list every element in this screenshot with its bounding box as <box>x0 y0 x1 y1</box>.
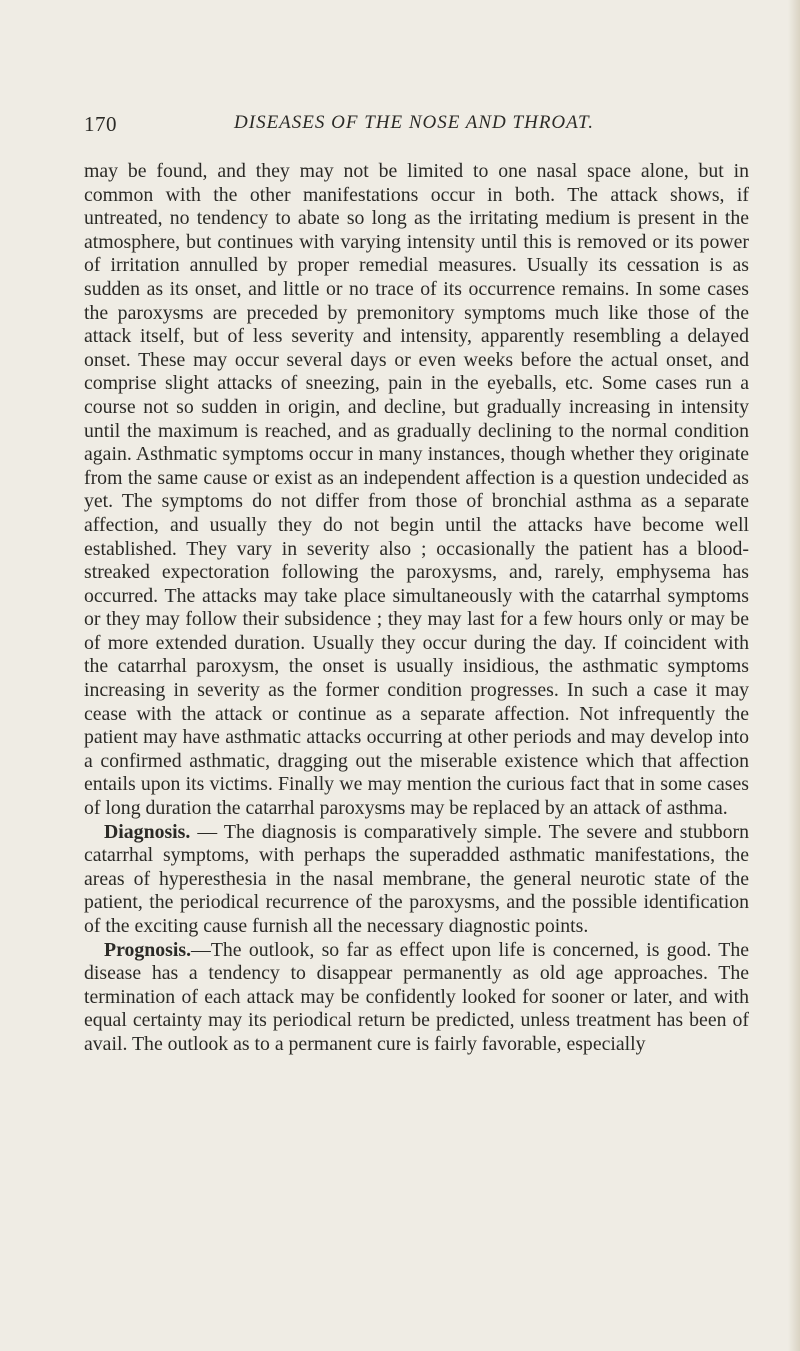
page-number: 170 <box>84 112 117 136</box>
paragraph-prognosis <box>84 939 749 1057</box>
paragraph-text: — The diagnosis is comparatively simple. The severe and stubborn catarrhal symptoms, with perhaps the superadded asthmatic manifestations, the areas of hyperesthesia in the nasal membrane, the general neurotic state of the patient, the periodical recurrence of the paroxysms, and the possible identification of the exciting cause furnish all the necessary diagnostic points. <box>84 820 749 937</box>
running-title: DISEASES OF THE NOSE AND THROAT. <box>234 112 594 133</box>
body-text <box>84 160 749 1057</box>
prognosis-heading: Prognosis. <box>104 938 192 961</box>
paragraph-symptoms-continued <box>84 160 749 821</box>
page-header <box>84 112 744 138</box>
paragraph-text: may be found, and they may not be limited to one nasal space alone, but in common with the other manifestations occur in both. The attack shows, if untreated, no tendency to abate so long as the irritating medium is present in the atmosphere, but continues with varying intensity until this is removed or its power of irritation annulled by proper remedial measures. Usually its cessation is as sudden as its onset, and little or no trace of its occurrence remains. In some cases the paroxysms are preceded by premonitory symptoms much like those of the attack itself, but of less severity and intensity, apparently resembling a delayed onset. These may occur several days or even weeks before the actual onset, and comprise slight attacks of sneezing, pain in the eyeballs, etc. Some cases run a course not so sudden in origin, and decline, but gradually increasing in intensity until the maximum is reached, and as gradually declining to the normal condition again. Asthmatic symptoms occur in many instances, though whether they originate from the same cause or exist as an independent affection is a question undecided as yet. The symptoms do not differ from those of bronchial asthma as a separate affection, and usually they do not begin until the attacks have become well established. They vary in severity also ; occasionally the patient has a blood-streaked expectoration following the paroxysms, and, rarely, emphysema has occurred. The attacks may take place simultaneously with the catarrhal symptoms or they may follow their subsidence ; they may last for a few hours only or may be of more extended duration. Usually they occur during the day. If coincident with the catarrhal paroxysm, the onset is usually insidious, the asthmatic symptoms increasing in severity as the former condition progresses. In such a case it may cease with the attack or continue as a separate affection. Not infrequently the patient may have asthmatic attacks occurring at other periods and may develop into a confirmed asthmatic, dragging out the miserable existence which that affection entails upon its victims. Finally we may mention the curious fact that in some cases of long duration the catarrhal paroxysms may be replaced by an attack of asthma. <box>84 160 749 820</box>
diagnosis-heading: Diagnosis. <box>104 820 191 843</box>
paragraph-text: —The outlook, so far as effect upon life is concerned, is good. The disease has a tendency to disappear permanently as old age approaches. The termination of each attack may be confidently looked for sooner or later, and with equal certainty may its periodical return be predicted, unless treatment has been of avail. The outlook as to a permanent cure is fairly favorable, especially <box>84 938 749 1055</box>
page-edge-shadow <box>788 0 800 1351</box>
paragraph-diagnosis <box>84 821 749 939</box>
